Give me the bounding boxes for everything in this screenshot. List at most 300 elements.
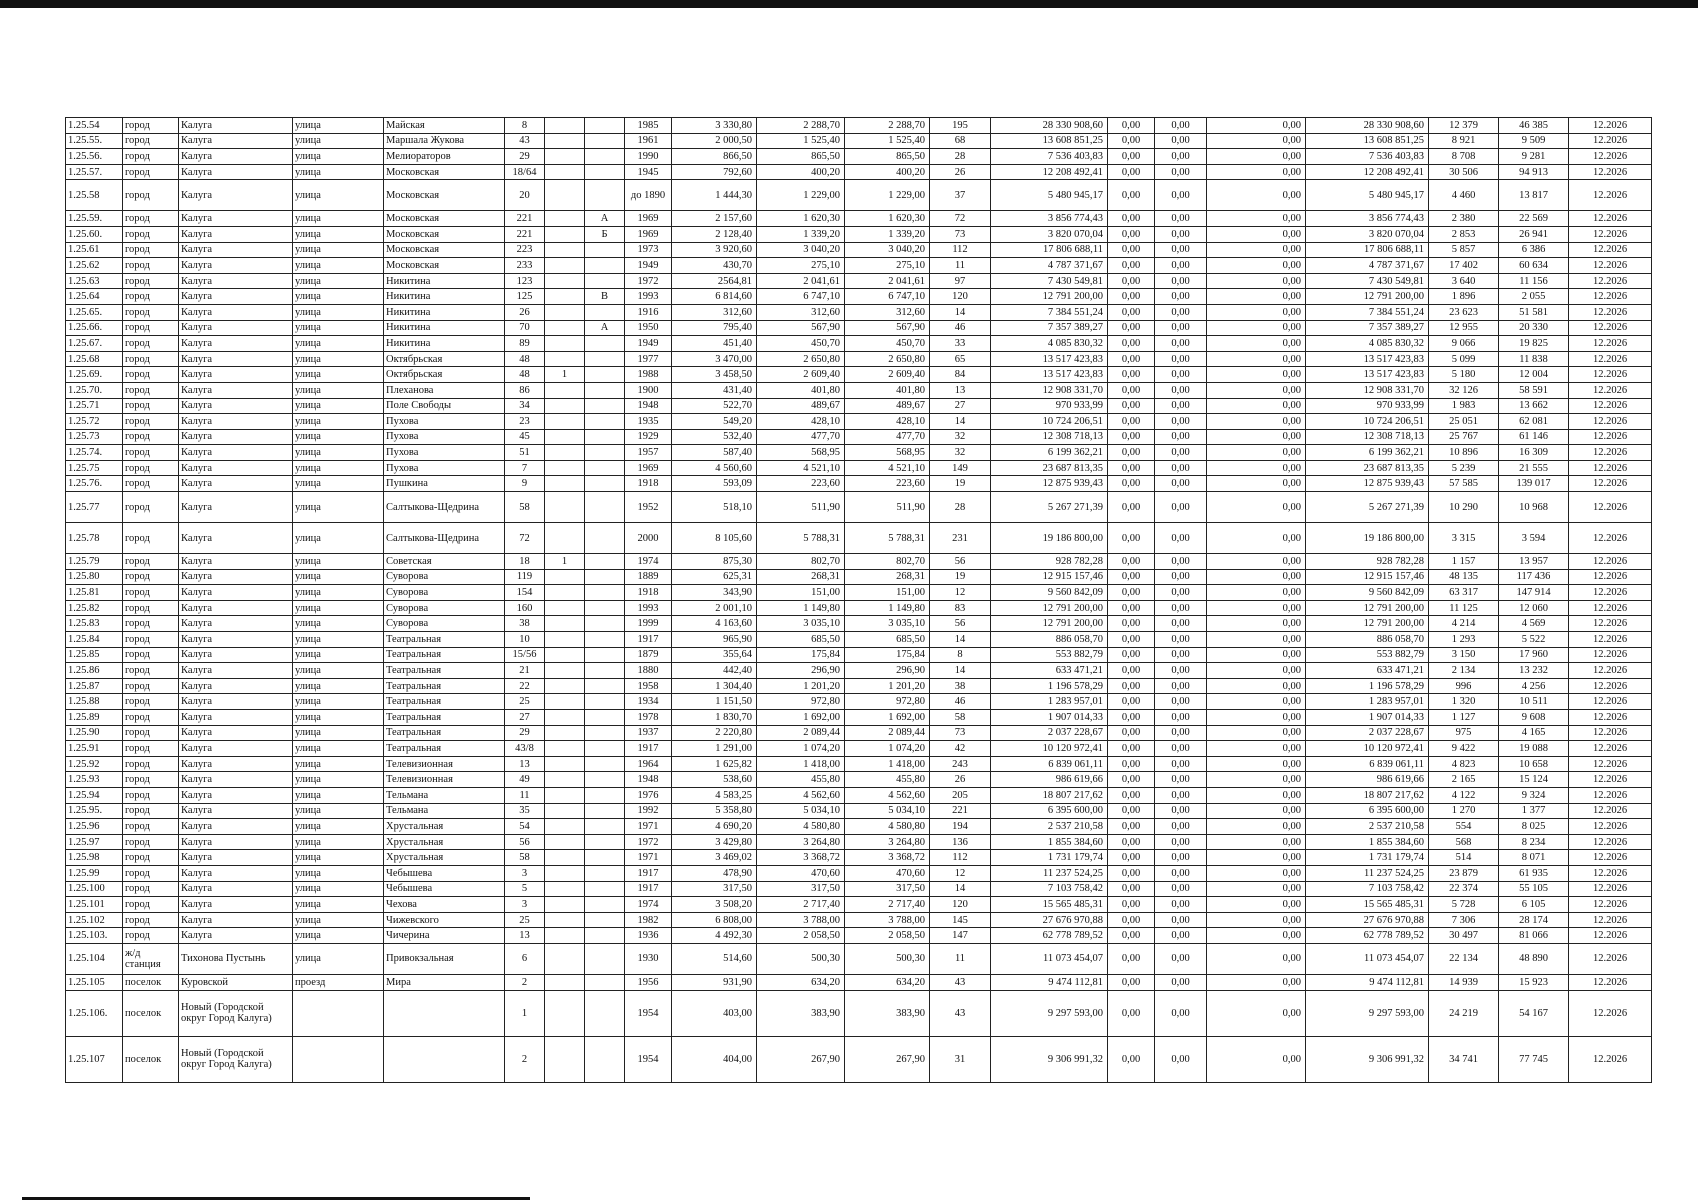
house-number-cell: 27 [505,710,545,726]
cost-owners-cell: 12 308 718,13 [1306,429,1429,445]
cost-owners-cell: 970 933,99 [1306,398,1429,414]
area-premises-cell: 1 418,00 [845,756,930,772]
build-year-cell: 1937 [625,725,672,741]
total-cost-cell: 9 560 842,09 [991,585,1108,601]
settlement-type-cell: город [123,897,179,913]
house-number-cell: 8 [505,118,545,134]
settlement-type-cell: поселок [123,1036,179,1082]
cost-local-cell: 0,00 [1207,803,1306,819]
total-cost-cell: 12 208 492,41 [991,164,1108,180]
letter-cell [585,600,625,616]
street-name-cell: Хрустальная [384,850,505,866]
total-cost-cell: 970 933,99 [991,398,1108,414]
residents-cell: 195 [930,118,991,134]
row-number-cell: 1.25.98 [66,850,123,866]
total-cost-cell: 12 791 200,00 [991,616,1108,632]
street-name-cell: Никитина [384,320,505,336]
cost-per-sqm-b-cell: 58 591 [1499,382,1569,398]
table-row [66,647,1652,663]
build-year-cell: 1945 [625,164,672,180]
cost-owners-cell: 3 820 070,04 [1306,226,1429,242]
residents-cell: 26 [930,164,991,180]
settlement-name-cell: Калуга [179,663,293,679]
deadline-cell: 12.2026 [1569,647,1652,663]
cost-owners-cell: 62 778 789,52 [1306,928,1429,944]
cost-owners-cell: 10 120 972,41 [1306,741,1429,757]
cost-owners-cell: 12 875 939,43 [1306,476,1429,492]
settlement-name-cell: Калуга [179,850,293,866]
area-premises-cell: 489,67 [845,398,930,414]
total-area-cell: 792,60 [672,164,757,180]
street-name-cell: Никитина [384,289,505,305]
residents-cell: 33 [930,336,991,352]
street-type-cell: улица [293,865,384,881]
build-year-cell: 1879 [625,647,672,663]
street-name-cell: Пухова [384,460,505,476]
build-year-cell: 1916 [625,304,672,320]
cost-fund-cell: 0,00 [1108,164,1155,180]
house-number-cell: 221 [505,211,545,227]
cost-regional-cell: 0,00 [1155,118,1207,134]
total-cost-cell: 6 839 061,11 [991,756,1108,772]
settlement-name-cell: Калуга [179,242,293,258]
deadline-cell: 12.2026 [1569,974,1652,990]
cost-per-sqm-a-cell: 12 379 [1429,118,1499,134]
total-area-cell: 3 470,00 [672,351,757,367]
cost-per-sqm-b-cell: 4 165 [1499,725,1569,741]
residents-cell: 27 [930,398,991,414]
cost-per-sqm-b-cell: 62 081 [1499,414,1569,430]
cost-local-cell: 0,00 [1207,258,1306,274]
living-area-cell: 2 041,61 [757,273,845,289]
total-area-cell: 2 001,10 [672,600,757,616]
street-name-cell: Театральная [384,663,505,679]
cost-owners-cell: 1 855 384,60 [1306,834,1429,850]
house-number-cell: 10 [505,632,545,648]
cost-fund-cell: 0,00 [1108,258,1155,274]
house-number-cell: 29 [505,149,545,165]
house-number-cell: 119 [505,569,545,585]
area-premises-cell: 972,80 [845,694,930,710]
street-type-cell: улица [293,118,384,134]
total-cost-cell: 9 306 991,32 [991,1036,1108,1082]
total-area-cell: 625,31 [672,569,757,585]
cost-per-sqm-a-cell: 554 [1429,819,1499,835]
cost-per-sqm-b-cell: 26 941 [1499,226,1569,242]
table-row [66,616,1652,632]
cost-local-cell: 0,00 [1207,694,1306,710]
total-area-cell: 430,70 [672,258,757,274]
street-type-cell: улица [293,554,384,570]
total-area-cell: 451,40 [672,336,757,352]
cost-local-cell: 0,00 [1207,242,1306,258]
cost-owners-cell: 10 724 206,51 [1306,414,1429,430]
building-number-cell [545,273,585,289]
settlement-name-cell: Калуга [179,741,293,757]
total-area-cell: 4 560,60 [672,460,757,476]
letter-cell [585,242,625,258]
building-number-cell: 1 [545,554,585,570]
residents-cell: 8 [930,647,991,663]
cost-owners-cell: 18 807 217,62 [1306,787,1429,803]
street-type-cell: улица [293,133,384,149]
building-number-cell [545,632,585,648]
row-number-cell: 1.25.64 [66,289,123,305]
total-cost-cell: 19 186 800,00 [991,523,1108,554]
street-type-cell: улица [293,149,384,165]
cost-regional-cell: 0,00 [1155,429,1207,445]
cost-owners-cell: 13 608 851,25 [1306,133,1429,149]
cost-fund-cell: 0,00 [1108,928,1155,944]
cost-local-cell: 0,00 [1207,616,1306,632]
cost-per-sqm-a-cell: 1 157 [1429,554,1499,570]
street-type-cell [293,990,384,1036]
cost-regional-cell: 0,00 [1155,180,1207,211]
deadline-cell: 12.2026 [1569,289,1652,305]
cost-local-cell: 0,00 [1207,398,1306,414]
living-area-cell: 6 747,10 [757,289,845,305]
street-name-cell: Октябрьская [384,351,505,367]
cost-owners-cell: 1 731 179,74 [1306,850,1429,866]
build-year-cell: 1917 [625,741,672,757]
table-row [66,756,1652,772]
cost-per-sqm-b-cell: 16 309 [1499,445,1569,461]
cost-regional-cell: 0,00 [1155,211,1207,227]
street-name-cell: Суворова [384,600,505,616]
house-number-cell: 72 [505,523,545,554]
letter-cell: Б [585,226,625,242]
living-area-cell: 2 089,44 [757,725,845,741]
cost-local-cell: 0,00 [1207,211,1306,227]
deadline-cell: 12.2026 [1569,149,1652,165]
house-number-cell: 38 [505,616,545,632]
settlement-name-cell: Калуга [179,928,293,944]
build-year-cell: 1948 [625,398,672,414]
house-number-cell: 154 [505,585,545,601]
living-area-cell: 383,90 [757,990,845,1036]
living-area-cell: 1 692,00 [757,710,845,726]
building-number-cell [545,834,585,850]
row-number-cell: 1.25.83 [66,616,123,632]
settlement-name-cell: Калуга [179,678,293,694]
cost-local-cell: 0,00 [1207,647,1306,663]
residents-cell: 221 [930,803,991,819]
building-number-cell [545,663,585,679]
living-area-cell: 500,30 [757,943,845,974]
house-number-cell: 15/56 [505,647,545,663]
cost-local-cell: 0,00 [1207,912,1306,928]
cost-per-sqm-a-cell: 4 823 [1429,756,1499,772]
cost-regional-cell: 0,00 [1155,974,1207,990]
street-name-cell: Пухова [384,429,505,445]
living-area-cell: 1 074,20 [757,741,845,757]
area-premises-cell: 3 368,72 [845,850,930,866]
cost-local-cell: 0,00 [1207,974,1306,990]
street-type-cell: улица [293,445,384,461]
row-number-cell: 1.25.55. [66,133,123,149]
table-row [66,897,1652,913]
settlement-name-cell: Калуга [179,289,293,305]
settlement-name-cell: Куровской [179,974,293,990]
cost-per-sqm-b-cell: 54 167 [1499,990,1569,1036]
area-premises-cell: 455,80 [845,772,930,788]
deadline-cell: 12.2026 [1569,133,1652,149]
table-row [66,834,1652,850]
cost-fund-cell: 0,00 [1108,819,1155,835]
cost-per-sqm-a-cell: 4 460 [1429,180,1499,211]
street-name-cell: Пухова [384,445,505,461]
total-cost-cell: 12 875 939,43 [991,476,1108,492]
cost-owners-cell: 9 474 112,81 [1306,974,1429,990]
total-cost-cell: 27 676 970,88 [991,912,1108,928]
cost-per-sqm-b-cell: 21 555 [1499,460,1569,476]
total-area-cell: 2 128,40 [672,226,757,242]
house-number-cell: 160 [505,600,545,616]
cost-per-sqm-a-cell: 25 051 [1429,414,1499,430]
total-area-cell: 431,40 [672,382,757,398]
cost-per-sqm-a-cell: 10 896 [1429,445,1499,461]
cost-regional-cell: 0,00 [1155,756,1207,772]
total-area-cell: 403,00 [672,990,757,1036]
building-number-cell [545,414,585,430]
row-number-cell: 1.25.86 [66,663,123,679]
cost-per-sqm-b-cell: 60 634 [1499,258,1569,274]
cost-fund-cell: 0,00 [1108,897,1155,913]
street-type-cell: улица [293,632,384,648]
table-row [66,149,1652,165]
cost-local-cell: 0,00 [1207,336,1306,352]
settlement-name-cell: Калуга [179,912,293,928]
cost-fund-cell: 0,00 [1108,850,1155,866]
cost-local-cell: 0,00 [1207,226,1306,242]
area-premises-cell: 2 650,80 [845,351,930,367]
residents-cell: 31 [930,1036,991,1082]
cost-regional-cell: 0,00 [1155,320,1207,336]
living-area-cell: 567,90 [757,320,845,336]
cost-per-sqm-a-cell: 975 [1429,725,1499,741]
settlement-name-cell: Калуга [179,226,293,242]
street-type-cell: улица [293,710,384,726]
cost-regional-cell: 0,00 [1155,414,1207,430]
build-year-cell: до 1890 [625,180,672,211]
area-premises-cell: 1 201,20 [845,678,930,694]
cost-regional-cell: 0,00 [1155,273,1207,289]
settlement-type-cell: город [123,616,179,632]
total-cost-cell: 17 806 688,11 [991,242,1108,258]
cost-owners-cell: 4 787 371,67 [1306,258,1429,274]
cost-local-cell: 0,00 [1207,118,1306,134]
deadline-cell: 12.2026 [1569,164,1652,180]
cost-regional-cell: 0,00 [1155,382,1207,398]
area-premises-cell: 2 058,50 [845,928,930,944]
deadline-cell: 12.2026 [1569,725,1652,741]
cost-per-sqm-b-cell: 6 105 [1499,897,1569,913]
building-number-cell [545,850,585,866]
cost-per-sqm-b-cell: 94 913 [1499,164,1569,180]
residents-cell: 38 [930,678,991,694]
total-cost-cell: 13 517 423,83 [991,351,1108,367]
cost-per-sqm-b-cell: 19 088 [1499,741,1569,757]
street-type-cell: улица [293,803,384,819]
settlement-type-cell: город [123,382,179,398]
total-cost-cell: 15 565 485,31 [991,897,1108,913]
deadline-cell: 12.2026 [1569,694,1652,710]
total-area-cell: 4 492,30 [672,928,757,944]
street-type-cell: улица [293,336,384,352]
cost-local-cell: 0,00 [1207,367,1306,383]
house-number-cell: 45 [505,429,545,445]
building-number-cell [545,600,585,616]
living-area-cell: 865,50 [757,149,845,165]
cost-per-sqm-a-cell: 5 180 [1429,367,1499,383]
build-year-cell: 1971 [625,819,672,835]
letter-cell [585,943,625,974]
street-name-cell: Поле Свободы [384,398,505,414]
cost-per-sqm-b-cell: 8 025 [1499,819,1569,835]
settlement-type-cell: город [123,523,179,554]
build-year-cell: 1954 [625,990,672,1036]
street-type-cell: улица [293,226,384,242]
total-cost-cell: 13 517 423,83 [991,367,1108,383]
building-number-cell [545,226,585,242]
area-premises-cell: 685,50 [845,632,930,648]
area-premises-cell: 5 788,31 [845,523,930,554]
settlement-type-cell: город [123,694,179,710]
total-cost-cell: 633 471,21 [991,663,1108,679]
cost-regional-cell: 0,00 [1155,897,1207,913]
cost-local-cell: 0,00 [1207,445,1306,461]
total-area-cell: 1 151,50 [672,694,757,710]
building-number-cell [545,787,585,803]
row-number-cell: 1.25.85 [66,647,123,663]
build-year-cell: 1969 [625,460,672,476]
cost-per-sqm-a-cell: 9 066 [1429,336,1499,352]
area-premises-cell: 401,80 [845,382,930,398]
settlement-type-cell: город [123,772,179,788]
cost-fund-cell: 0,00 [1108,211,1155,227]
row-number-cell: 1.25.59. [66,211,123,227]
area-premises-cell: 383,90 [845,990,930,1036]
house-number-cell: 20 [505,180,545,211]
cost-per-sqm-b-cell: 4 256 [1499,678,1569,694]
row-number-cell: 1.25.92 [66,756,123,772]
deadline-cell: 12.2026 [1569,523,1652,554]
building-number-cell [545,990,585,1036]
row-number-cell: 1.25.79 [66,554,123,570]
build-year-cell: 1929 [625,429,672,445]
building-number-cell [545,398,585,414]
cost-per-sqm-a-cell: 5 857 [1429,242,1499,258]
letter-cell [585,569,625,585]
build-year-cell: 1978 [625,710,672,726]
street-type-cell: проезд [293,974,384,990]
settlement-name-cell: Калуга [179,149,293,165]
settlement-type-cell: город [123,912,179,928]
cost-owners-cell: 27 676 970,88 [1306,912,1429,928]
cost-per-sqm-a-cell: 22 134 [1429,943,1499,974]
row-number-cell: 1.25.78 [66,523,123,554]
cost-fund-cell: 0,00 [1108,974,1155,990]
area-premises-cell: 3 264,80 [845,834,930,850]
deadline-cell: 12.2026 [1569,865,1652,881]
row-number-cell: 1.25.100 [66,881,123,897]
settlement-name-cell: Калуга [179,492,293,523]
street-name-cell: Телевизионная [384,756,505,772]
settlement-name-cell: Калуга [179,429,293,445]
street-name-cell: Чичерина [384,928,505,944]
register-body [66,118,1652,1083]
table-row [66,943,1652,974]
cost-per-sqm-a-cell: 12 955 [1429,320,1499,336]
settlement-name-cell: Калуга [179,632,293,648]
total-cost-cell: 9 474 112,81 [991,974,1108,990]
cost-regional-cell: 0,00 [1155,1036,1207,1082]
street-name-cell: Хрустальная [384,834,505,850]
deadline-cell: 12.2026 [1569,803,1652,819]
settlement-type-cell: город [123,819,179,835]
building-number-cell [545,694,585,710]
total-cost-cell: 7 384 551,24 [991,304,1108,320]
cost-per-sqm-a-cell: 568 [1429,834,1499,850]
letter-cell [585,476,625,492]
total-area-cell: 522,70 [672,398,757,414]
letter-cell [585,445,625,461]
deadline-cell: 12.2026 [1569,850,1652,866]
cost-per-sqm-b-cell: 13 232 [1499,663,1569,679]
house-number-cell: 25 [505,912,545,928]
cost-local-cell: 0,00 [1207,741,1306,757]
living-area-cell: 1 201,20 [757,678,845,694]
settlement-type-cell: город [123,678,179,694]
settlement-type-cell: город [123,164,179,180]
deadline-cell: 12.2026 [1569,600,1652,616]
area-premises-cell: 634,20 [845,974,930,990]
row-number-cell: 1.25.66. [66,320,123,336]
total-area-cell: 875,30 [672,554,757,570]
cost-fund-cell: 0,00 [1108,367,1155,383]
cost-owners-cell: 4 085 830,32 [1306,336,1429,352]
residents-cell: 58 [930,710,991,726]
settlement-name-cell: Калуга [179,118,293,134]
cost-regional-cell: 0,00 [1155,600,1207,616]
cost-owners-cell: 6 839 061,11 [1306,756,1429,772]
living-area-cell: 3 040,20 [757,242,845,258]
building-number-cell [545,180,585,211]
house-number-cell: 5 [505,881,545,897]
settlement-type-cell: город [123,445,179,461]
area-premises-cell: 3 788,00 [845,912,930,928]
area-premises-cell: 2 609,40 [845,367,930,383]
cost-per-sqm-a-cell: 3 315 [1429,523,1499,554]
row-number-cell: 1.25.73 [66,429,123,445]
deadline-cell: 12.2026 [1569,414,1652,430]
residents-cell: 28 [930,492,991,523]
total-area-cell: 442,40 [672,663,757,679]
deadline-cell: 12.2026 [1569,304,1652,320]
deadline-cell: 12.2026 [1569,663,1652,679]
letter-cell [585,741,625,757]
row-number-cell: 1.25.106. [66,990,123,1036]
living-area-cell: 1 339,20 [757,226,845,242]
build-year-cell: 1956 [625,974,672,990]
building-number-cell [545,164,585,180]
cost-owners-cell: 12 791 200,00 [1306,600,1429,616]
street-name-cell: Театральная [384,741,505,757]
letter-cell [585,990,625,1036]
table-row [66,1036,1652,1082]
settlement-name-cell: Калуга [179,164,293,180]
total-area-cell: 2 220,80 [672,725,757,741]
